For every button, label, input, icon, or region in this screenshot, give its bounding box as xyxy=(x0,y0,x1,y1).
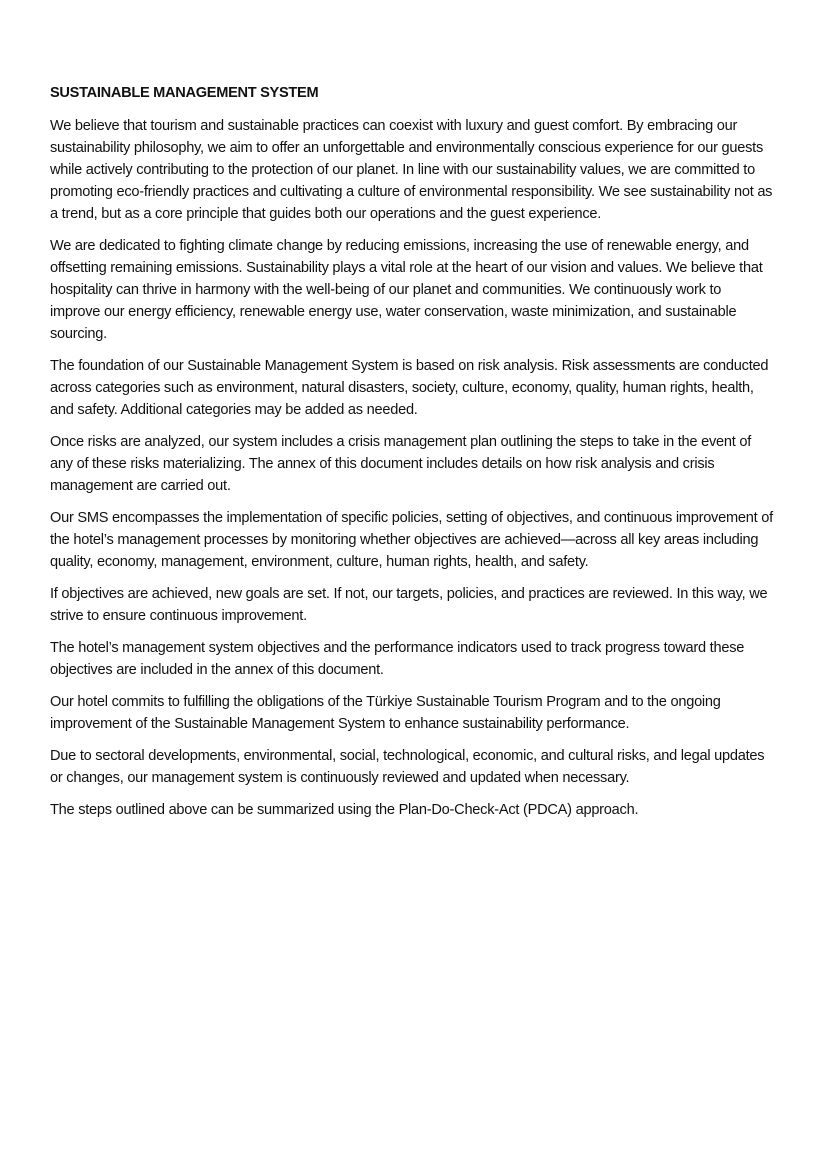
paragraph-continuous-improvement: If objectives are achieved, new goals are set. If not, our targets, policies, and practices are reviewed. In this way, we strive to ensure continuous improvement. xyxy=(50,586,768,624)
paragraph-commitment: Our hotel commits to fulfilling the obligations of the Türkiye Sustainable Tourism Program and to the ongoing improvement of the Sustainable Management System to enhance sustainability performance. xyxy=(50,694,721,732)
document-page xyxy=(50,82,775,831)
paragraph-risk-analysis: The foundation of our Sustainable Management System is based on risk analysis. Risk assessments are conducted across categories such as environment, natural disasters, society, culture, economy, quality, human rights, health, and safety. Additional categories may be added as needed. xyxy=(50,358,769,418)
paragraph-review: Due to sectoral developments, environmental, social, technological, economic, and cultural risks, and legal updates or changes, our management system is continuously reviewed and updated when necessary. xyxy=(50,748,765,786)
paragraph-sms-scope: Our SMS encompasses the implementation of specific policies, setting of objectives, and continuous improvement of the hotel’s management processes by monitoring whether objectives are achieved—across all key areas including quality, economy, management, environment, culture, human rights, health, and safety. xyxy=(50,510,773,570)
paragraph-climate: We are dedicated to fighting climate change by reducing emissions, increasing the use of renewable energy, and offsetting remaining emissions. Sustainability plays a vital role at the heart of our vision and values. We believe that hospitality can thrive in harmony with the well-being of our planet and communities. We continuously work to improve our energy efficiency, renewable energy use, water conservation, waste minimization, and sustainable sourcing. xyxy=(50,238,763,342)
paragraph-crisis-management: Once risks are analyzed, our system includes a crisis management plan outlining the steps to take in the event of any of these risks materializing. The annex of this document includes details on how risk analysis and crisis management are carried out. xyxy=(50,434,752,494)
paragraph-philosophy: We believe that tourism and sustainable practices can coexist with luxury and guest comfort. By embracing our sustainability philosophy, we aim to offer an unforgettable and environmentally conscious experience for our guests while actively contributing to the protection of our planet. In line with our sustainability values, we are committed to promoting eco-friendly practices and cultivating a culture of environmental responsibility. We see sustainability not as a trend, but as a core principle that guides both our operations and the guest experience. xyxy=(50,118,773,222)
document-title: SUSTAINABLE MANAGEMENT SYSTEM xyxy=(50,85,319,101)
paragraph-objectives-annex: The hotel’s management system objectives and the performance indicators used to track progress toward these objectives are included in the annex of this document. xyxy=(50,640,745,678)
paragraph-pdca: The steps outlined above can be summarized using the Plan-Do-Check-Act (PDCA) approach. xyxy=(50,802,639,818)
